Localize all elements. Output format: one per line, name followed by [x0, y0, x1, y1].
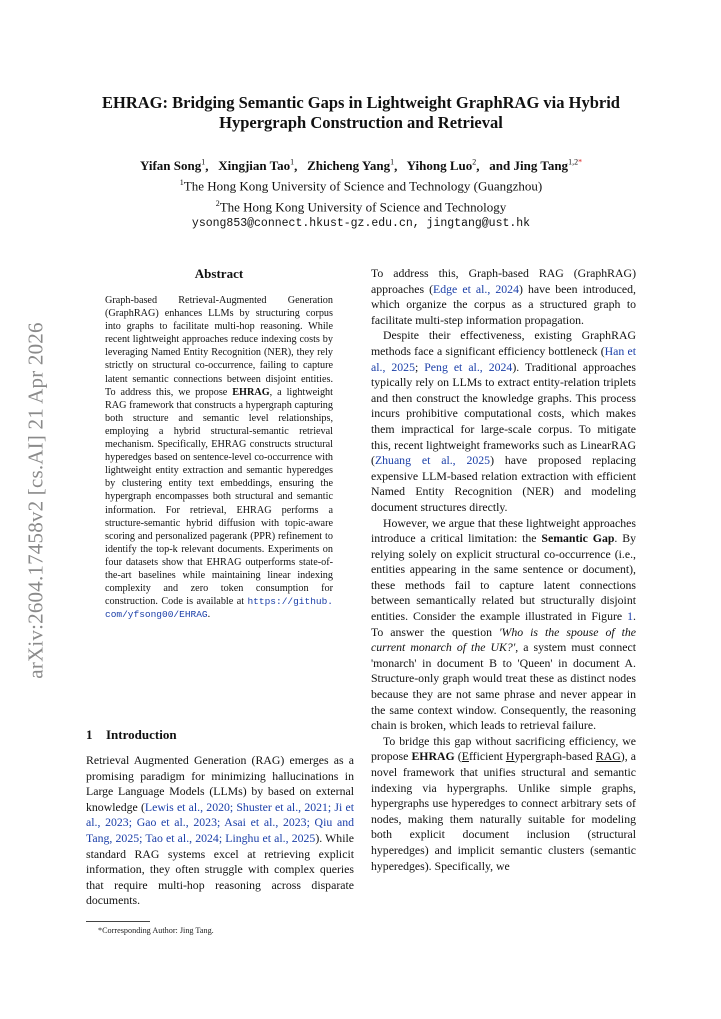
citation-link[interactable]: Zhuang et al., 2025: [374, 453, 491, 468]
arxiv-sidebar-stamp: [22, 300, 50, 700]
paragraph: However, we argue that these lightweight approaches introduce a critical limitation: the Semantic Gap. By relying solely on explicit structural co-occurrence (i.e., entities appearing in the same sentence or document), these methods fail to capture latent connections between semantically related but structurally disjoint entities. Consider the example illustrated in Figure 1. To answer the question 'Who is the spouse of the current monarch of the UK?', a system must connect 'monarch' in document B to 'Queen' in document A. Structure-only graph would treat these as distinct nodes because they are not same phrase and never appear in the same context window. Consequently, the reasoning chain is broken, which leads to retrieval failure.: [371, 515, 637, 733]
citation-link[interactable]: Edge et al., 2024: [433, 281, 519, 296]
footnote-rule: [86, 921, 150, 922]
author-block: [80, 154, 642, 232]
abstract-body: Graph-based Retrieval-Augmented Generation (GraphRAG) enhances LLMs by structuring corpus into graphs to facilitate multi-hop reasoning. While recent lightweight approaches reduce indexing costs by leveraging Named Entity Recognition (NER), they rely strictly on structural co-occurrence, failing to capture latent semantic connections between disjoint entities. To address this, we propose EHRAG, a lightweight RAG framework that constructs a hypergraph capturing both structure and semantic level relationships, employing a hybrid structural-semantic retrieval mechanism. Specifically, EHRAG constructs structural hyperedges based on sentence-level co-occurrence with lightweight entity extraction and semantic hyperedges by clustering entity text embeddings, ensuring the hypergraph encompasses both structural and semantic information. For retrieval, EHRAG performs a structure-semantic hybrid diffusion with topic-aware scoring and personalized pagerank (PPR) refinement to identify the top-k relevant documents. Experiments on four datasets show that EHRAG outperforms state-of-the-art baselines while maintaining linear indexing complexity and zero token consumption for construction. Code is available at https://github.com/yfsong00/EHRAG.: [105, 295, 333, 621]
footnote: *Corresponding Author: Jing Tang.: [98, 926, 214, 935]
author-names: Yifan Song$^1$, Xingjian Tao$^1$, Zhicheng Yang$^1$, Yihong Luo$^2$, and Jing Tang$^{1,2*}$: [139, 158, 583, 174]
citation-link[interactable]: Peng et al., 2024: [424, 359, 513, 374]
author: Xingjian Tao$^1$: [218, 158, 295, 174]
right-column: [371, 266, 636, 874]
introduction-paragraph: Retrieval Augmented Generation (RAG) emerges as a promising paradigm for minimizing hallucinations in Large Language Models (LLMs) by based on external knowledge (Lewis et al., 2020; Shuster et al., 2021; Ji et al., 2023; Gao et al., 2023; Asai et al., 2023; Qiu and Tang, 2025; Tao et al., 2024; Linghu et al., 2025). While standard RAG systems excel at retrieving explicit information, they often struggle with complex queries that require multi-hop reasoning across disparate documents.: [86, 753, 354, 908]
affiliation: $^2$The Hong Kong University of Science and Technology: [215, 198, 507, 214]
paper-title: EHRAG: Bridging Semantic Gaps in Lightweight GraphRAG via Hybrid Hypergraph Construction and Retrieval: [102, 93, 620, 132]
section-heading-introduction: 1 Introduction: [86, 727, 177, 742]
author-emails: ysong853@connect.hkust-gz.edu.cn, jingtang@ust.hk: [191, 216, 531, 230]
framework-name: EHRAG: [232, 386, 270, 398]
semantic-gap-term: Semantic Gap: [541, 531, 615, 546]
paragraph: Despite their effectiveness, existing GraphRAG methods face a significant efficiency bottleneck (Han et al., 2025; Peng et al., 2024). Traditional approaches typically rely on LLMs to extract entity-relation triplets and then construct the knowledge graphs. This process incurs prohibitive computational costs, which makes them impractical for large-scale corpus. To mitigate this, recent lightweight frameworks such as LinearRAG (Zhuang et al., 2025) have proposed replacing expensive LLM-based relation extraction with efficient Named Entity Recognition (NER) and modeling document structures directly.: [371, 328, 636, 514]
author: Yihong Luo$^2$: [406, 158, 477, 174]
affiliation: $^1$The Hong Kong University of Science and Technology (Guangzhou): [179, 178, 543, 194]
example-question: 'Who is the spouse of the current monarch of the UK?': [371, 624, 637, 655]
framework-name: EHRAG: [411, 749, 455, 764]
citation-links[interactable]: Lewis et al., 2020; Shuster et al., 2021; Ji et al., 2023; Gao et al., 2023; Asai et al., 2023; Qiu and Tang, 2025; Tao et al., 2024; Linghu et al., 2025: [86, 799, 354, 845]
code-link[interactable]: https://github.com/yfsong00/EHRAG: [105, 596, 333, 621]
abstract-heading: Abstract: [194, 266, 244, 281]
paragraph: To bridge this gap without sacrificing efficiency, we propose EHRAG (Efficient Hypergraph-based RAG), a novel framework that unifies structural and semantic indexing via hypergraphs. Unlike simple graphs, hypergraphs use hyperedges to connect arbitrary sets of nodes, making them naturally suitable for modeling both explicit document inclusion (structural hyperedges) and implicit semantic clusters (semantic hyperedges). Specifically, we: [371, 733, 636, 873]
arxiv-identifier: arXiv:2604.17458v2 [cs.AI] 21 Apr 2026: [23, 321, 48, 679]
author: and Jing Tang$^{1,2*}$: [489, 158, 583, 174]
citation-link[interactable]: Han et al., 2025: [371, 343, 636, 374]
figure-ref-link[interactable]: 1: [627, 609, 634, 624]
author: Yifan Song$^1$: [139, 158, 206, 174]
author: Zhicheng Yang$^1$: [307, 158, 395, 174]
paragraph: To address this, Graph-based RAG (GraphRAG) approaches (Edge et al., 2024) have been introduced, which organize the corpus as a structured graph to facilitate multi-step information propagation.: [371, 266, 636, 327]
